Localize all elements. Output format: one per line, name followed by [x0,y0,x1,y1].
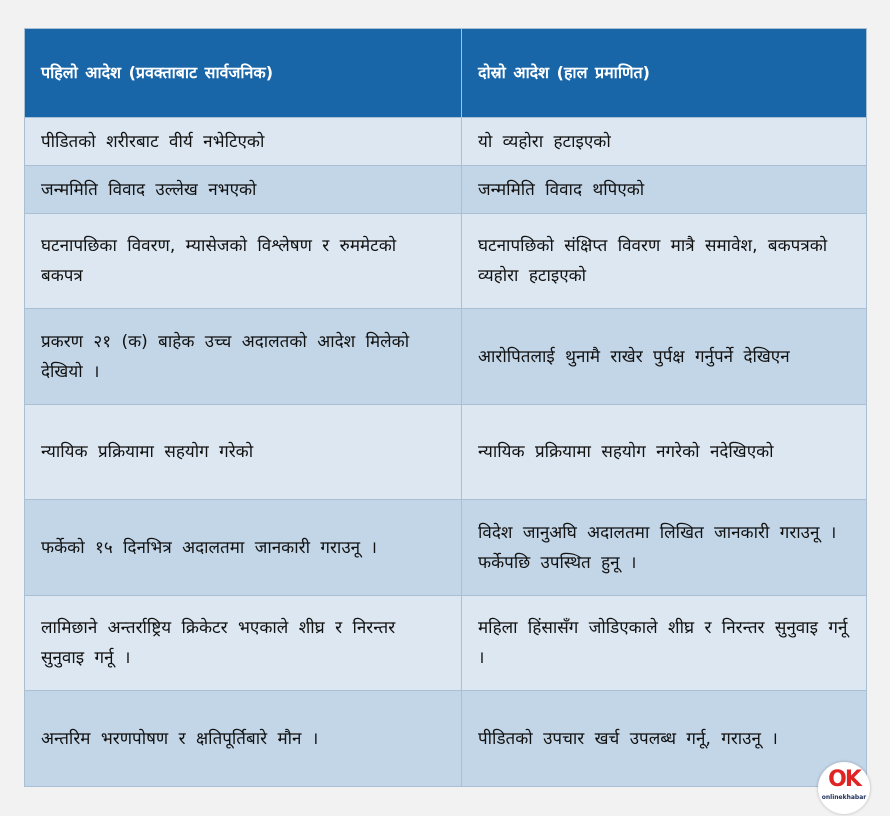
comparison-table [24,28,867,787]
first-order-cell: अन्तरिम भरणपोषण र क्षतिपूर्तिबारे मौन । [25,691,462,787]
first-order-cell: लामिछाने अन्तर्राष्ट्रिय क्रिकेटर भएकाले शीघ्र र निरन्तर सुनुवाइ गर्नू । [25,596,462,691]
second-order-cell: न्यायिक प्रक्रियामा सहयोग नगरेको नदेखिएको [462,405,867,500]
first-order-cell: फर्केको १५ दिनभित्र अदालतमा जानकारी गराउनू । [25,500,462,596]
table-row [25,309,867,405]
table-row [25,166,867,214]
table-row [25,691,867,787]
first-order-cell: न्यायिक प्रक्रियामा सहयोग गरेको [25,405,462,500]
logo-text: onlinekhabar [821,794,867,801]
second-order-cell: घटनापछिको संक्षिप्त विवरण मात्रै समावेश, बकपत्रको व्यहोरा हटाइएको [462,214,867,309]
table-row [25,596,867,691]
second-order-cell: महिला हिंसासँग जोडिएकाले शीघ्र र निरन्तर सुनुवाइ गर्नू । [462,596,867,691]
table-row [25,118,867,166]
first-order-cell: पीडितको शरीरबाट वीर्य नभेटिएको [25,118,462,166]
second-order-cell: जन्ममिति विवाद थपिएको [462,166,867,214]
first-order-cell: जन्ममिति विवाद उल्लेख नभएको [25,166,462,214]
table-row [25,500,867,596]
second-order-cell: आरोपितलाई थुनामै राखेर पुर्पक्ष गर्नुपर्ने देखिएन [462,309,867,405]
second-order-cell: विदेश जानुअघि अदालतमा लिखित जानकारी गराउनू । फर्केपछि उपस्थित हुनू । [462,500,867,596]
first-order-cell: घटनापछिका विवरण, म्यासेजको विश्लेषण र रुममेटको बकपत्र [25,214,462,309]
onlinekhabar-logo [818,762,870,814]
first-order-cell: प्रकरण २१ (क) बाहेक उच्च अदालतको आदेश मिलेको देखियो । [25,309,462,405]
second-order-cell: पीडितको उपचार खर्च उपलब्ध गर्नू, गराउनू । [462,691,867,787]
table-row [25,214,867,309]
header-first-order: पहिलो आदेश (प्रवक्ताबाट सार्वजनिक) [25,29,462,118]
header-second-order: दोस्रो आदेश (हाल प्रमाणित) [462,29,867,118]
second-order-cell: यो व्यहोरा हटाइएको [462,118,867,166]
logo-mark: OK [828,767,860,792]
table-row [25,405,867,500]
table-header-row [25,29,867,118]
